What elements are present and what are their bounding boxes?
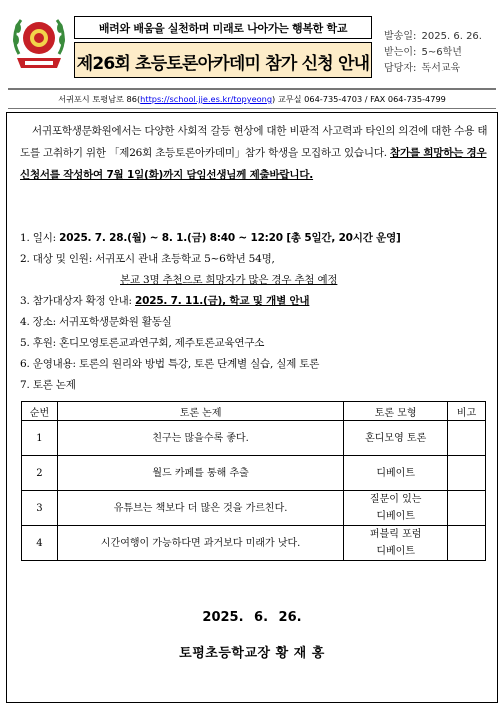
manager-value: 독서교육 — [421, 63, 461, 74]
row-model-line: 혼디모영 토론 — [365, 432, 427, 444]
row-topic: 월드 카페를 통해 추출 — [57, 456, 343, 491]
issue-date: 2025. 6. 26. — [202, 610, 302, 625]
school-slogan: 배려와 배움을 실천하며 미래로 나아가는 행복한 학교 — [98, 22, 348, 35]
address-prefix: 서귀포시 토평남로 86( — [58, 94, 141, 104]
address-suffix: ) 교무실 064-735-4703 / FAX 064-735-4799 — [272, 94, 446, 104]
header-note: 비고 — [448, 402, 486, 421]
title-box — [74, 42, 372, 78]
row-topic: 유튜브는 책보다 더 많은 것을 가르친다. — [57, 491, 343, 526]
table-row — [22, 491, 486, 526]
row-model-line: 디베이트 — [376, 511, 415, 522]
intro-paragraph — [20, 120, 490, 186]
debate-topics-table — [21, 401, 486, 561]
row-number: 4 — [22, 526, 58, 561]
send-date-label: 발송일: — [384, 31, 417, 42]
row-number: 1 — [22, 421, 58, 456]
send-date-value: 2025. 6. 26. — [421, 31, 482, 42]
school-emblem-icon — [11, 14, 67, 78]
table-row — [22, 526, 486, 561]
item-program: 6. 운영내용: 토론의 원리와 방법 특강, 토론 단계별 실습, 실제 토론 — [20, 358, 320, 370]
recipient-value: 5~6학년 — [421, 47, 462, 58]
row-model-line: 디베이트 — [376, 546, 415, 557]
header-topic: 토론 논제 — [57, 402, 343, 421]
recipient-label: 받는이: — [384, 47, 417, 58]
row-model — [344, 456, 448, 491]
school-website-link[interactable]: https://school.jje.es.kr/topyeong — [140, 94, 273, 104]
item-confirm — [20, 293, 309, 308]
row-note — [448, 491, 486, 526]
intro-emphasis: 참가를 희망하는 경우 신청서를 작성하여 7월 1일(화)까지 담임선생님께 제출바랍니다. — [20, 147, 487, 181]
item-topics: 7. 토론 논제 — [20, 379, 76, 391]
item-schedule — [20, 230, 401, 245]
table-row — [22, 456, 486, 491]
principal-signature: 토평초등학교장 황 재 홍 — [179, 646, 325, 661]
row-note — [448, 456, 486, 491]
page-title: 제26회 초등토론아카데미 참가 신청 안내 — [76, 54, 370, 74]
item-confirm-label: 3. 참가대상자 확정 안내: — [20, 295, 135, 307]
row-model-line: 퍼블릭 포럼 — [369, 529, 422, 540]
row-topic: 친구는 많을수록 좋다. — [57, 421, 343, 456]
row-number: 2 — [22, 456, 58, 491]
row-model — [344, 526, 448, 561]
row-model — [344, 421, 448, 456]
item-sponsor: 5. 후원: 혼디모영토론교과연구회, 제주토론교육연구소 — [20, 337, 265, 349]
header-number: 순번 — [22, 402, 58, 421]
table-header-row — [22, 402, 486, 421]
row-model-line: 디베이트 — [376, 467, 415, 479]
header-model: 토론 모형 — [344, 402, 448, 421]
item-target-note — [120, 272, 337, 287]
send-date — [384, 27, 499, 42]
manager — [384, 59, 499, 74]
item-schedule-label: 1. 일시: — [20, 232, 60, 244]
manager-label: 담당자: — [384, 63, 417, 74]
intro-text: 서귀포학생문화원에서는 다양한 사회적 갈등 현상에 대한 비판적 사고력과 타인의 의견에 대한 수용 태도를 고취하기 위한 「제26회 초등토론아카데미」참가 학생을 모집하고 있습니다. — [20, 125, 488, 159]
row-number: 3 — [22, 491, 58, 526]
item-target: 2. 대상 및 인원: 서귀포시 관내 초등학교 5~6학년 54명, — [20, 253, 275, 265]
item-location: 4. 장소: 서귀포학생문화원 활동실 — [20, 316, 172, 328]
row-model-line: 질문이 있는 — [369, 494, 422, 505]
row-note — [448, 526, 486, 561]
row-topic: 시간여행이 가능하다면 과거보다 미래가 낫다. — [57, 526, 343, 561]
school-address-bar — [8, 88, 496, 109]
slogan-box — [74, 16, 372, 39]
target-note-text: 본교 3명 추천으로 희망자가 많은 경우 추첨 예정 — [120, 274, 338, 286]
row-model — [344, 491, 448, 526]
table-row — [22, 421, 486, 456]
item-schedule-value: 2025. 7. 28.(월) ~ 8. 1.(금) 8:40 ~ 12:20 [총 5일간, 20시간 운영] — [59, 232, 401, 244]
recipient — [384, 43, 499, 58]
item-confirm-value: 2025. 7. 11.(금), 학교 및 개별 안내 — [135, 295, 310, 307]
row-note — [448, 421, 486, 456]
